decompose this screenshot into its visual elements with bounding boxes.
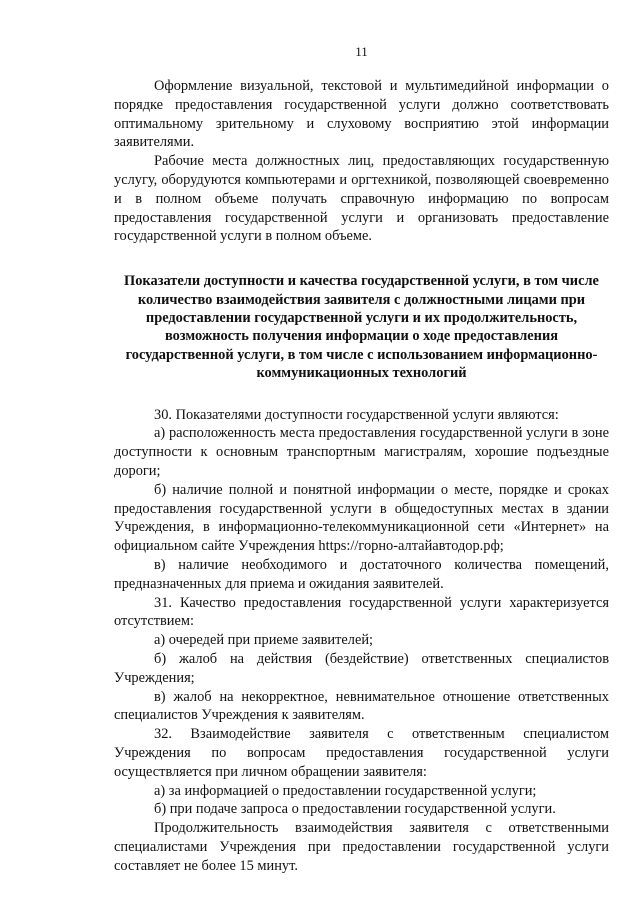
paragraph-31-b: б) жалоб на действия (бездействие) ответственных специалистов Учреждения; [114,650,609,686]
section-heading: Показатели доступности и качества государственной услуги, в том числе количество взаимодействия заявителя с должностными лицами при предоставлении государственной услуги и их продолжительность, возможность получения информации о ходе предоставления государственной услуги, в том числе с использованием информационно-коммуникационных технологий [124,273,599,382]
paragraph-31-intro: 31. Качество предоставления государственной услуги характеризуется отсутствием: [114,594,609,630]
page-number: 11 [355,44,368,59]
paragraph-32-intro: 32. Взаимодействие заявителя с ответственным специалистом Учреждения по вопросам предоставления государственной услуги осуществляется при личном обращении заявителя: [114,726,609,780]
paragraph-workplaces: Рабочие места должностных лиц, предоставляющих государственную услугу, оборудуются компьютерами и оргтехникой, позволяющей своевременно и в полном объеме получать справочную информацию по вопросам предоставления государственной услуги и организовать предоставление государственной услуги в полном объеме. [114,153,609,245]
paragraph-32-a: а) за информацией о предоставлении государственной услуги; [154,782,537,799]
paragraph-31-c: в) жалоб на некорректное, невнимательное отношение ответственных специалистов Учреждения к заявителям. [114,688,609,724]
paragraph-31-a: а) очередей при приеме заявителей; [154,632,374,649]
paragraph-32-b: б) при подаче запроса о предоставлении государственной услуги. [154,801,556,818]
paragraph-duration: Продолжительность взаимодействия заявителя с ответственными специалистами Учреждения при предоставлении государственной услуги составляет не более 15 минут. [114,820,609,874]
paragraph-info-design: Оформление визуальной, текстовой и мультимедийной информации о порядке предоставления государственной услуги должно соответствовать оптимальному зрительному и слуховому восприятию этой информации заявителями. [114,78,609,151]
paragraph-30-intro: 30. Показателями доступности государственной услуги являются: [154,406,559,423]
paragraph-30-b: б) наличие полной и понятной информации о месте, порядке и сроках предоставления государственной услуги в общедоступных местах в здании Учреждения, в информационно-телекоммуникационной сети «Интернет» на официальном сайте Учреждения https://горно-алтайавтодор.рф; [114,481,609,555]
paragraph-30-c: в) наличие необходимого и достаточного количества помещений, предназначенных для приема и ожидания заявителей. [114,556,609,592]
paragraph-30-a: а) расположенность места предоставления государственной услуги в зоне доступности к основным транспортным магистралям, хорошие подъездные дороги; [114,425,609,479]
